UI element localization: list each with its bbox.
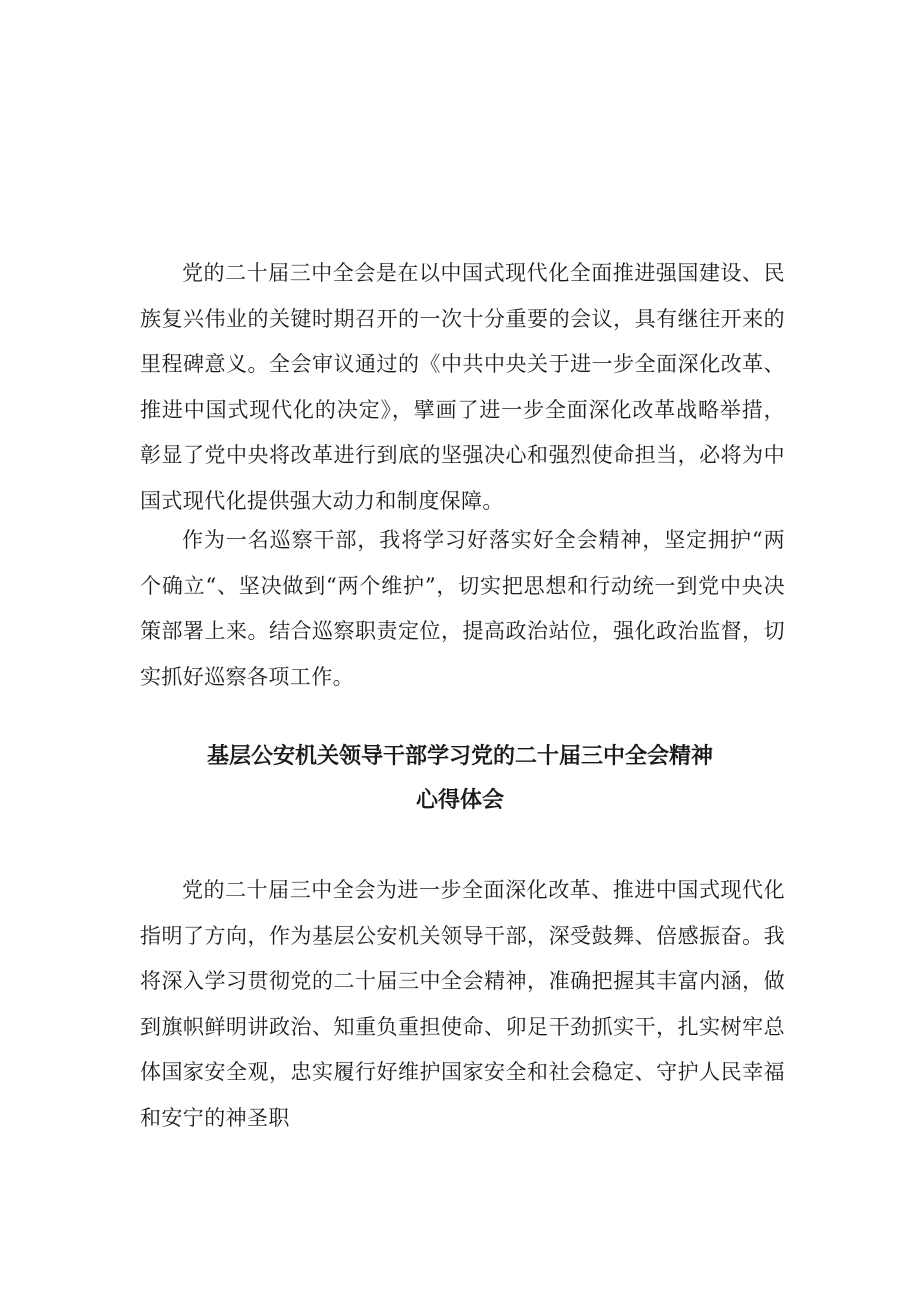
paragraph-plenum-significance: 党的二十届三中全会是在以中国式现代化全面推进强国建设、民族复兴伟业的关键时期召开的一次十分重要的会议，具有继往开来的里程碑意义。全会审议通过的《中共中央关于进一步全面深化改革、推进中国式现代化的决定》，擘画了进一步全面深化改革战略举措，彰显了党中央将改革进行到底的坚强决心和强烈使命担当，必将为中国式现代化提供强大动力和制度保障。: [140, 261, 785, 513]
section-title: 基层公安机关领导干部学习党的二十届三中全会精神: [206, 744, 713, 769]
section-subtitle: 心得体会: [415, 788, 504, 813]
paragraph-inspection-cadre: 作为一名巡察干部，我将学习好落实好全会精神，坚定拥护“两个确立“、坚决做到“两个维护”，切实把思想和行动统一到党中央决策部署上来。结合巡察职责定位，提高政治站位，强化政治监督，切实抓好巡察各项工作。: [140, 528, 785, 689]
paragraph-police-leader: 党的二十届三中全会为进一步全面深化改革、推进中国式现代化指明了方向，作为基层公安机关领导干部，深受鼓舞、倍感振奋。我将深入学习贯彻党的二十届三中全会精神，准确把握其丰富内涵，做到旗帜鲜明讲政治、知重负重担使命、卯足干劲抓实干，扎实树牢总体国家安全观，忠实履行好维护国家安全和社会稳定、守护人民幸福和安宁的神圣职: [140, 878, 785, 1130]
